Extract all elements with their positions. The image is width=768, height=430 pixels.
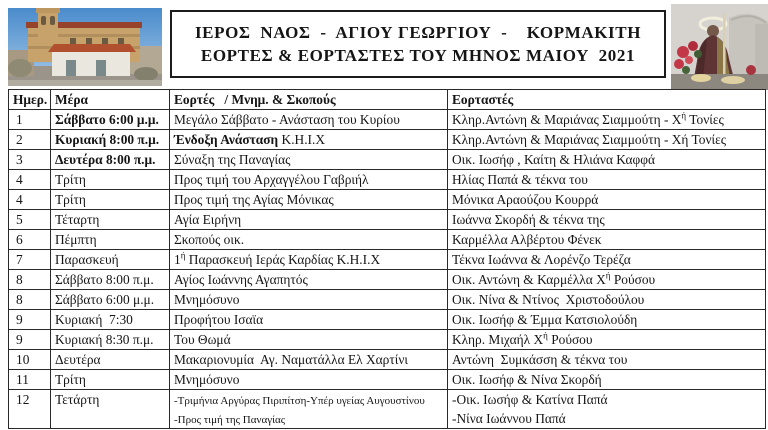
cell-celebrants: Κληρ. Μιχαήλ $X^ή$ Ρούσου	[448, 330, 766, 350]
table-row	[9, 270, 766, 290]
cell-date: 12	[9, 390, 51, 429]
cell-celebrants: Οικ. Νίνα & Ντίνος Χριστοδούλου	[448, 290, 766, 310]
cell-date: 2	[9, 130, 51, 150]
cell-day: Κυριακή 8:30 π.μ.	[51, 330, 170, 350]
header-celebrants: Εορταστές	[448, 90, 766, 110]
cell-celebrants: Αντώνη Συμκάσση & τέκνα του	[448, 350, 766, 370]
cell-celebrants: -Οικ. Ιωσήφ & Κατίνα Παπά -Νίνα Ιωάννου Παπά	[448, 390, 766, 429]
cell-date: 4	[9, 170, 51, 190]
cell-day: Τρίτη	[51, 170, 170, 190]
table-row	[9, 110, 766, 130]
cell-day: Δευτέρα	[51, 350, 170, 370]
cell-date: 6	[9, 230, 51, 250]
cell-date: 7	[9, 250, 51, 270]
table-row	[9, 150, 766, 170]
table-row	[9, 250, 766, 270]
cell-date: 8	[9, 290, 51, 310]
cell-day: Τρίτη	[51, 370, 170, 390]
cell-day: Πέμπτη	[51, 230, 170, 250]
table-row	[9, 190, 766, 210]
cell-date: 4	[9, 190, 51, 210]
cell-day: Τετάρτη	[51, 390, 170, 429]
table-row	[9, 350, 766, 370]
cell-celebrants: Οικ. Αντώνη & Καρμέλλα $X^ή$ Ρούσου	[448, 270, 766, 290]
table-row	[9, 310, 766, 330]
table-row	[9, 370, 766, 390]
cell-celebrants: Οικ. Ιωσήφ , Καίτη & Ηλιάνα Καφφά	[448, 150, 766, 170]
cell-day: Σάββατο 6:00 μ.μ.	[51, 290, 170, 310]
cell-event: Σκοπούς οικ.	[170, 230, 448, 250]
cell-date: 1	[9, 110, 51, 130]
table-row	[9, 330, 766, 350]
cell-celebrants: Κληρ.Αντώνη & Μαριάνας Σιαμμούτη - $X^ή$ Τονίες	[448, 110, 766, 130]
table-row	[9, 230, 766, 250]
cell-event: Σύναξη της Παναγίας	[170, 150, 448, 170]
table-row	[9, 130, 766, 150]
cell-day: Κυριακή 7:30	[51, 310, 170, 330]
table-row	[9, 210, 766, 230]
cell-date: 11	[9, 370, 51, 390]
table-header-row	[9, 90, 766, 110]
cell-event: Μνημόσυνο	[170, 370, 448, 390]
cell-celebrants: Κληρ.Αντώνη & Μαριάνας Σιαμμούτη - Χή Τονίες	[448, 130, 766, 150]
cell-celebrants: Ηλίας Παπά & τέκνα του	[448, 170, 766, 190]
cell-event: Μακαριονυμία Αγ. Ναματάλλα Ελ Χαρτίνι	[170, 350, 448, 370]
saint-statue-photo	[671, 4, 768, 90]
cell-day: Τέταρτη	[51, 210, 170, 230]
cell-celebrants: Ιωάννα Σκορδή & τέκνα της	[448, 210, 766, 230]
church-exterior-photo	[8, 8, 162, 86]
cell-celebrants: Οικ. Ιωσήφ & Έμμα Κατσιολούδη	[448, 310, 766, 330]
cell-day: Παρασκευή	[51, 250, 170, 270]
cell-day: Σάββατο 8:00 π.μ.	[51, 270, 170, 290]
table-row	[9, 170, 766, 190]
cell-event: Αγίος Ιωάννης Αγαπητός	[170, 270, 448, 290]
cell-celebrants: Τέκνα Ιωάννα & Λορένζο Τερέζα	[448, 250, 766, 270]
cell-celebrants: Μόνικα Αραούζου Κουρρά	[448, 190, 766, 210]
table-row	[9, 290, 766, 310]
cell-date: 8	[9, 270, 51, 290]
cell-date: 10	[9, 350, 51, 370]
cell-event: Προφήτου Ισαϊα	[170, 310, 448, 330]
schedule-table	[8, 89, 766, 429]
table-row	[9, 390, 766, 429]
title-box	[170, 10, 666, 78]
cell-date: 9	[9, 310, 51, 330]
cell-date: 3	[9, 150, 51, 170]
cell-event: Μνημόσυνο	[170, 290, 448, 310]
cell-day: Κυριακή 8:00 π.μ.	[51, 130, 170, 150]
header-event: Εορτές / Μνημ. & Σκοπούς	[170, 90, 448, 110]
header-day: Μέρα	[51, 90, 170, 110]
cell-event: Αγία Ειρήνη	[170, 210, 448, 230]
page-title-line2: ΕΟΡΤΕΣ & ΕΟΡΤΑΣΤΕΣ ΤΟΥ ΜΗΝΟΣ ΜΑΙΟΥ 2021	[200, 45, 636, 65]
cell-event: -Τριμήνια Αργύρας Πιριπίτση-Υπέρ υγείας Αυγουστίνου -Προς τιμή της Παναγίας	[170, 390, 448, 429]
cell-celebrants: Οικ. Ιωσήφ & Νίνα Σκορδή	[448, 370, 766, 390]
page-title-line1: ΙΕΡΟΣ ΝΑΟΣ - ΑΓΙΟΥ ΓΕΩΡΓΙΟΥ - ΚΟΡΜΑΚΙΤΗ	[194, 22, 642, 42]
header-date: Ημερ.	[9, 90, 51, 110]
cell-event: Ένδοξη Ανάσταση Κ.Η.Ι.Χ	[170, 130, 448, 150]
cell-celebrants: Καρμέλλα Αλβέρτου Φένεκ	[448, 230, 766, 250]
cell-date: 9	[9, 330, 51, 350]
cell-date: 5	[9, 210, 51, 230]
cell-day: Τρίτη	[51, 190, 170, 210]
cell-day: Δευτέρα 8:00 π.μ.	[51, 150, 170, 170]
cell-event: Προς τιμή του Αρχαγγέλου Γαβριήλ	[170, 170, 448, 190]
schedule-table-body	[9, 110, 766, 429]
cell-day: Σάββατο 6:00 μ.μ.	[51, 110, 170, 130]
cell-event: Προς τιμή της Αγίας Μόνικας	[170, 190, 448, 210]
cell-event: Του Θωμά	[170, 330, 448, 350]
cell-event: Μεγάλο Σάββατο - Ανάσταση του Κυρίου	[170, 110, 448, 130]
cell-event: $1^ή$ Παρασκευή Ιεράς Καρδίας Κ.Η.Ι.Χ	[170, 250, 448, 270]
